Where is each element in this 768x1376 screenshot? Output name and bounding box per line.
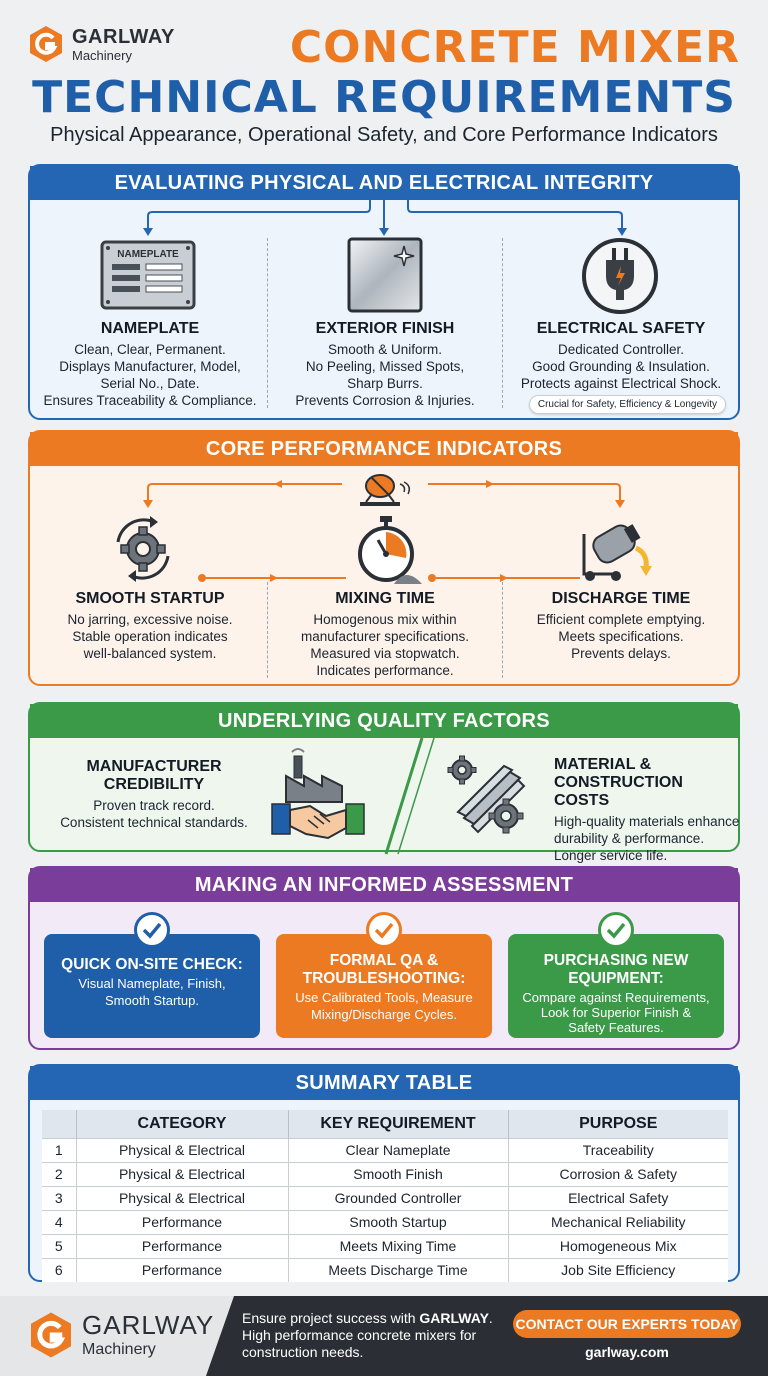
column-title: MIXING TIME [335,590,435,607]
panel-line: durability & performance. [554,831,705,846]
electrical-plug-icon [580,236,660,316]
branch-arrows [30,200,738,240]
table-row [42,1138,728,1162]
column-line: Meets specifications. [558,629,684,644]
column-line: Sharp Burrs. [347,376,423,391]
column-line: Prevents Corrosion & Injuries. [295,393,475,408]
page-title-line2: TECHNICAL REQUIREMENTS [32,72,736,123]
check-icon [598,912,634,948]
discharge-mixer-icon [580,514,664,582]
nameplate-column [36,320,264,409]
panel-title: MATERIAL & [554,756,652,773]
panel-title: MANUFACTURER [86,758,222,775]
quality-factors-section [28,702,740,863]
card-title: PURCHASING NEW [543,952,689,969]
footer-brand-name: GARLWAY [82,1309,215,1340]
column-line: Good Grounding & Insulation. [532,359,710,374]
card-line: Visual Nameplate, Finish, [78,976,226,991]
table-cell: Homogeneous Mix [508,1234,728,1258]
gear-icon [106,512,180,586]
column-line: Clean, Clear, Permanent. [74,342,226,357]
column-title: ELECTRICAL SAFETY [536,320,706,337]
formal-qa-card[interactable] [276,934,492,1038]
manufacturer-credibility-panel [30,738,420,852]
column-line: No Peeling, Missed Spots, [305,359,465,374]
table-cell: Corrosion & Safety [508,1162,728,1186]
table-row [42,1162,728,1186]
exterior-finish-icon [346,236,424,314]
performance-section [28,430,740,686]
section-heading: MAKING AN INFORMED ASSESSMENT [30,868,738,902]
concrete-mixer-icon [356,468,414,510]
table-cell: Traceability [508,1138,728,1162]
column-line: Efficient complete emptying. [536,612,706,627]
brand-logo[interactable] [26,24,175,64]
column-line: Homogenous mix within [313,612,457,627]
column-line: Measured via stopwatch. [310,646,460,661]
column-line: Ensures Traceability & Compliance. [43,393,257,408]
table-cell: Clear Nameplate [288,1138,508,1162]
table-cell: Meets Discharge Time [288,1258,508,1282]
table-cell: Job Site Efficiency [508,1258,728,1282]
section-heading: EVALUATING PHYSICAL AND ELECTRICAL INTEGRITY [30,166,738,200]
column-line: Prevents delays. [571,646,671,661]
column-line: Protects against Electrical Shock. [520,376,722,391]
column-line: Smooth & Uniform. [327,342,443,357]
panel-line: Proven track record. [93,798,215,813]
check-icon [366,912,402,948]
panel-line: Longer service life. [554,848,668,863]
table-cell: Performance [76,1210,288,1234]
table-cell: Performance [76,1258,288,1282]
nameplate-icon [100,240,196,312]
panel-title: CONSTRUCTION COSTS [554,774,683,809]
card-line: Mixing/Discharge Cycles. [311,1007,457,1022]
section-heading: CORE PERFORMANCE INDICATORS [30,432,738,466]
contact-experts-button[interactable]: CONTACT OUR EXPERTS TODAY [513,1310,741,1338]
steel-beam-gears-icon [444,752,528,836]
brand-name: GARLWAY [72,25,175,48]
table-cell: 2 [42,1162,76,1186]
column-header: PURPOSE [508,1110,728,1138]
card-line: Use Calibrated Tools, Measure [295,990,473,1005]
table-cell: Physical & Electrical [76,1138,288,1162]
table-row [42,1258,728,1282]
website-link[interactable]: garlway.com [585,1344,669,1360]
footer-text-prefix: Ensure project success with [242,1310,420,1326]
page-title-line1: CONCRETE MIXER [289,22,740,73]
quick-check-card[interactable] [44,934,260,1038]
footer-brand-sub: Machinery [82,1340,156,1358]
smooth-startup-column [36,590,264,662]
column-line: Dedicated Controller. [557,342,685,357]
table-cell: Performance [76,1234,288,1258]
card-title: EQUIPMENT: [568,970,664,987]
electrical-safety-column [504,320,738,392]
discharge-time-column [504,590,738,662]
column-title: SMOOTH STARTUP [75,590,225,607]
table-cell: Grounded Controller [288,1186,508,1210]
factory-handshake-icon [270,746,366,846]
table-header-row [42,1110,728,1138]
physical-integrity-section [28,164,740,420]
card-line: Safety Features. [568,1020,664,1035]
nameplate-icon-text: NAMEPLATE [117,249,179,260]
column-line: Stable operation indicates [72,629,228,644]
card-title: QUICK ON-SITE CHECK: [61,956,243,973]
column-header: KEY REQUIREMENT [288,1110,508,1138]
table-cell: 6 [42,1258,76,1282]
garlway-logo-icon [26,1310,76,1360]
panel-line: High-quality materials enhance [554,814,740,829]
footer-logo[interactable] [26,1310,214,1360]
table-row [42,1186,728,1210]
column-title: NAMEPLATE [100,320,200,337]
column-line: Displays Manufacturer, Model, [59,359,241,374]
column-header: CATEGORY [76,1110,288,1138]
assessment-section [28,866,740,1050]
section-heading: UNDERLYING QUALITY FACTORS [30,704,738,738]
column-line: manufacturer specifications. [300,629,470,644]
summary-table [42,1110,728,1282]
table-row [42,1210,728,1234]
garlway-logo-icon [26,24,66,64]
purchasing-card[interactable] [508,934,724,1038]
column-line: No jarring, excessive noise. [67,612,233,627]
brand-sub: Machinery [72,47,132,63]
table-cell: Physical & Electrical [76,1186,288,1210]
footer [0,1296,768,1376]
column-title: DISCHARGE TIME [551,590,691,607]
card-line: Compare against Requirements, [522,990,710,1005]
column-title: EXTERIOR FINISH [315,320,455,337]
stopwatch-icon [350,514,424,588]
footer-text-brand: GARLWAY [419,1310,489,1326]
table-cell: Electrical Safety [508,1186,728,1210]
column-line: well-balanced system. [83,646,217,661]
safety-note-badge: Crucial for Safety, Efficiency & Longevity [529,395,726,414]
footer-text [242,1310,504,1361]
table-cell: 4 [42,1210,76,1234]
column-line: Indicates performance. [316,663,454,678]
mixing-time-column [270,590,500,679]
table-cell: Meets Mixing Time [288,1234,508,1258]
table-cell: Mechanical Reliability [508,1210,728,1234]
exterior-finish-column [270,320,500,409]
card-title: TROUBLESHOOTING: [302,970,466,987]
column-header [42,1110,76,1138]
table-cell: 3 [42,1186,76,1210]
check-icon [134,912,170,948]
table-cell: Physical & Electrical [76,1162,288,1186]
card-line: Look for Superior Finish & [540,1005,692,1020]
table-cell: 5 [42,1234,76,1258]
column-line: Serial No., Date. [100,376,200,391]
header [0,0,768,160]
panel-line: Consistent technical standards. [60,815,248,830]
panel-title: CREDIBILITY [103,776,205,793]
material-costs-panel [402,738,742,863]
section-heading: SUMMARY TABLE [30,1066,738,1100]
table-cell: Smooth Startup [288,1210,508,1234]
page-subtitle: Physical Appearance, Operational Safety, and Core Performance Indicators [50,124,718,146]
table-cell: Smooth Finish [288,1162,508,1186]
card-line: Smooth Startup. [105,993,199,1008]
card-title: FORMAL QA & [329,952,439,969]
table-cell: 1 [42,1138,76,1162]
summary-section [28,1064,740,1282]
footer-text-suffix: . High performance concrete mixers for construction needs. [242,1310,493,1360]
table-row [42,1234,728,1258]
